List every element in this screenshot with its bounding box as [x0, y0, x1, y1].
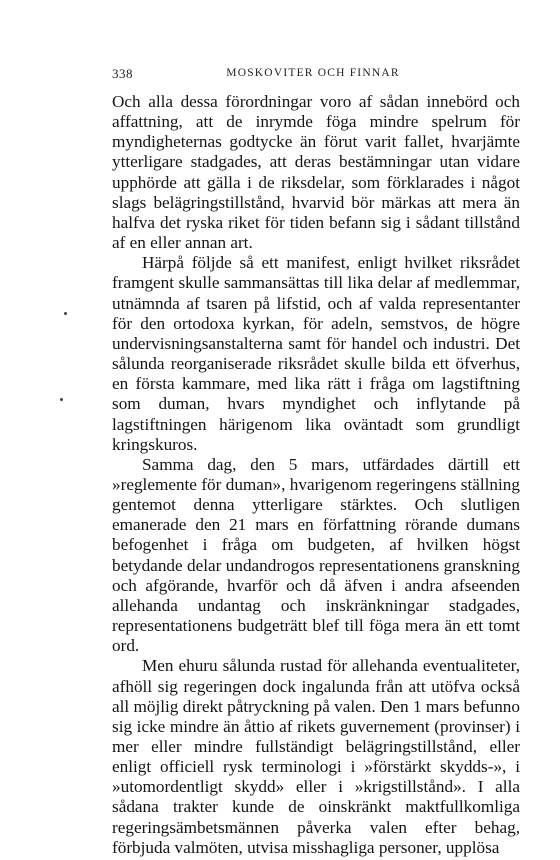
paragraph: Samma dag, den 5 mars, utfärdades därtill ett »reglemente för duman», hvarigenom regeringens ställning gentemot denna ytterligare stärktes. Och slutligen emanerade den 21 mars en författning rörande dumans befogenhet i fråga om budgeten, af hvilken högst betydande delar undandrogos representationens granskning och afgörande, hvarför och då äfven i andra afseenden allehanda undantag och inskränkningar stadgades, representationens budgeträtt blef till föga mera än ett tomt ord.: [112, 454, 520, 656]
page-header: [112, 66, 514, 84]
paragraph: Och alla dessa förordningar voro af sådan innebörd och affattning, att de inrymde föga mindre spelrum för myndigheternas godtycke än förut varit fallet, hvarjämte ytterligare stadgades, att deras bestämningar utan vidare upphörde att gälla i de riksdelar, som förklarades i något slags belägringstillstånd, hvarvid bör märkas att mera än halfva det ryska riket för tiden befann sig i sådant tillstånd af en eller annan art.: [112, 92, 520, 253]
paragraph: Härpå följde så ett manifest, enligt hvilket riksrådet framgent skulle sammansättas till lika delar af medlemmar, utnämnda af tsaren på lifstid, och af valda representanter för den ortodoxa kyrkan, för adeln, semstvos, de högre undervisningsanstalterna samt för handel och industri. Det sålunda reorganiserade riksrådet skulle bilda ett öfverhus, en första kammare, med lika rätt i fråga om lagstiftning som duman, hvars myndighet och inflytande på lagstiftningen härigenom lika oväntadt som grundligt kringskuros.: [112, 253, 520, 454]
page-number: 338: [112, 66, 133, 81]
paragraph: Men ehuru sålunda rustad för allehanda eventualiteter, afhöll sig regeringen dock ingalunda från att utöfva också all möjlig direkt påtryckning på valen. Den 1 mars befunno sig icke mindre än åttio af rikets guvernement (provinser) i mer eller mindre fullständigt belägringstillstånd, eller enligt officiell rysk terminologi i »förstärkt skydds-», i »utomordentligt skydd» eller i »krigstillstånd». I alla sådana trakter kunde de oinskränkt maktfullkomliga regeringsämbetsmännen påverka valen efter behag, förbjuda valmöten, utvisa misshagliga personer, upplösa: [112, 656, 520, 857]
body-text: [112, 92, 520, 858]
margin-speck: [60, 398, 63, 401]
margin-speck: [64, 312, 67, 315]
running-title: MOSKOVITER OCH FINNAR: [226, 67, 400, 79]
